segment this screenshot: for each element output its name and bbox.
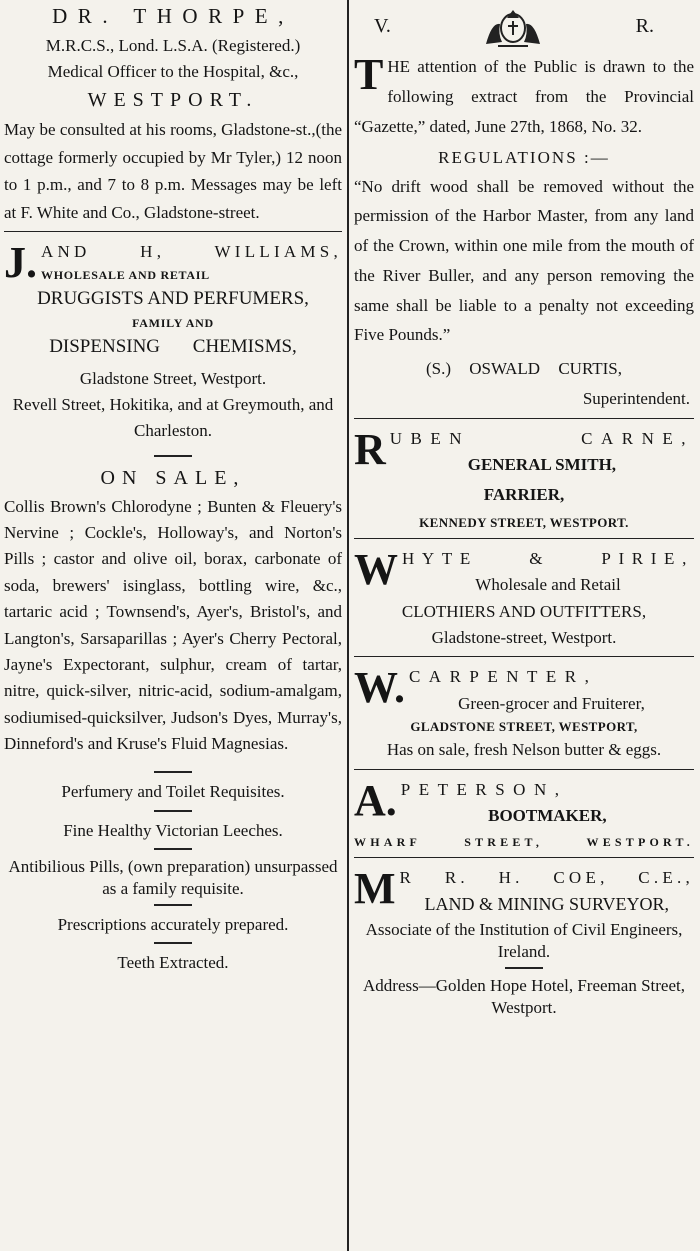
- williams-initial: J.: [4, 238, 37, 288]
- peterson-ad: [354, 777, 694, 852]
- thorpe-body: May be consulted at his rooms, Gladstone-st.,(the cottage formerly occupied by Mr Tyler,) 12 noon to 1 p.m., and 7 to 8 p.m. Messages may be left at F. White and Co., Gladstone-street.: [4, 120, 342, 222]
- short-rule: [154, 904, 192, 906]
- coe-line2: Associate of the Institution of Civil Engineers, Ireland.: [365, 920, 683, 962]
- coe-ad: [354, 865, 694, 1020]
- carne-line1: GENERAL SMITH,: [467, 455, 617, 475]
- notice-r: R.: [635, 14, 654, 37]
- peterson-line1: BOOTMAKER,: [488, 805, 607, 825]
- short-rule: [154, 771, 192, 773]
- whyte-line2: CLOTHIERS AND OUTFITTERS,: [401, 601, 647, 621]
- whyte-addr: Gladstone-street, Westport.: [431, 627, 617, 647]
- column-divider: [347, 0, 349, 1251]
- carpenter-initial: W.: [354, 663, 405, 713]
- carpenter-line1: Green-grocer and Fruiterer,: [458, 693, 645, 713]
- whyte-initial: W: [354, 544, 398, 594]
- coe-addr: Address—Golden Hope Hotel, Freeman Street, Westport.: [363, 976, 685, 1018]
- peterson-name: PETERSON,: [400, 779, 568, 799]
- thorpe-name: DR. THORPE,: [52, 4, 294, 28]
- carne-ad: [354, 426, 694, 533]
- divider: [354, 769, 694, 770]
- notice-v: V.: [374, 14, 391, 37]
- notice-header: [354, 0, 694, 52]
- notice-signed: (S.) OSWALD CURTIS,: [425, 359, 623, 379]
- williams-line2: DRUGGISTS AND PERFUMERS,: [37, 288, 309, 310]
- onsale-heading: ON SALE,: [100, 466, 246, 489]
- whyte-line1: Wholesale and Retail: [475, 575, 621, 595]
- coe-initial: M: [354, 863, 396, 913]
- notice-body: HE attention of the Public is drawn to the following extract from the Provincial “Gazette,” dated, June 27th, 1868, No. 32.: [354, 57, 694, 136]
- carpenter-ad: [354, 664, 694, 763]
- williams-line1: WHOLESALE AND RETAIL: [41, 267, 210, 282]
- carpenter-addr: GLADSTONE STREET, WESTPORT,: [410, 719, 638, 735]
- onsale-pills: Antibilious Pills, (own preparation) unsurpassed as a family requisite.: [8, 856, 338, 899]
- coe-name: R R. H. COE, C.E.,: [399, 867, 694, 887]
- notice-ad: [354, 0, 694, 413]
- williams-line3: FAMILY AND: [132, 315, 214, 330]
- onsale-body: Collis Brown's Chlorodyne ; Bunten & Fleuery's Nervine ; Cockle's, Holloway's, and Norton's Pills ; castor and olive oil, borax, carbonate of soda, brewers' isinglass, bottling wire, &c., tartaric acid ; Townsend's, Ayer's, Bristol's, and Langton's, Sarsaparillas ; Ayer's Cherry Pectoral, Jayne's Expectorant, sulphur, cream of tartar, nitre, quick-silver, nitric-acid, sodium-amalgam, sodiumised-quicksilver, Judson's Dyes, Murray's, Dinneford's and Kruse's Fluid Magnesias.: [4, 496, 342, 753]
- divider: [354, 538, 694, 539]
- short-rule: [154, 848, 192, 850]
- carpenter-name: CARPENTER,: [408, 667, 598, 687]
- onsale-teeth: Teeth Extracted.: [117, 953, 229, 973]
- peterson-addr: WHARF STREET, WESTPORT.: [354, 835, 694, 850]
- thorpe-position: Medical Officer to the Hospital, &c.,: [47, 61, 299, 81]
- whyte-ad: [354, 546, 694, 651]
- williams-addr1: Gladstone Street, Westport.: [79, 368, 267, 388]
- onsale-leeches: Fine Healthy Victorian Leeches.: [63, 820, 283, 840]
- onsale-prescriptions: Prescriptions accurately prepared.: [57, 915, 289, 935]
- notice-heading: REGULATIONS :—: [438, 148, 610, 168]
- carne-line2: FARRIER,: [483, 485, 565, 505]
- thorpe-qualifications: M.R.C.S., Lond. L.S.A. (Registered.): [45, 35, 301, 55]
- peterson-initial: A.: [354, 775, 397, 825]
- notice-title: Superintendent.: [582, 389, 690, 409]
- divider: [354, 656, 694, 657]
- left-column: [4, 0, 342, 977]
- divider: [354, 418, 694, 419]
- notice-quote: “No drift wood shall be removed without the permission of the Harbor Master, from any land of the Crown, within one mile from the mouth of the River Buller, and any person removing the same shall be liable to a penalty not exceeding Five Pounds.”: [354, 176, 694, 345]
- coe-line1: LAND & MINING SURVEYOR,: [424, 894, 670, 915]
- short-rule: [154, 455, 192, 457]
- thorpe-ad: [4, 0, 342, 226]
- right-column: [354, 0, 694, 1019]
- divider: [4, 231, 342, 232]
- carpenter-line2: Has on sale, fresh Nelson butter & eggs.: [386, 740, 662, 760]
- carne-addr: KENNEDY STREET, WESTPORT.: [419, 514, 629, 530]
- short-rule: [505, 967, 543, 969]
- carne-initial: R: [354, 424, 386, 474]
- williams-name: AND H, WILLIAMS,: [41, 242, 342, 262]
- carne-name: UBEN CARNE,: [389, 428, 694, 448]
- williams-ad: [4, 239, 342, 444]
- divider: [354, 857, 694, 858]
- short-rule: [154, 942, 192, 944]
- short-rule: [154, 810, 192, 812]
- onsale-ad: [4, 463, 342, 977]
- royal-arms-icon: [478, 4, 548, 48]
- whyte-name: HYTE & PIRIE,: [402, 548, 694, 568]
- onsale-perfumery: Perfumery and Toilet Requisites.: [61, 782, 285, 802]
- notice-initial: T: [354, 50, 384, 99]
- thorpe-town: WESTPORT.: [87, 89, 259, 112]
- williams-line4: DISPENSING CHEMISMS,: [49, 336, 297, 358]
- williams-addr2: Revell Street, Hokitika, and at Greymouth, and Charleston.: [12, 395, 334, 441]
